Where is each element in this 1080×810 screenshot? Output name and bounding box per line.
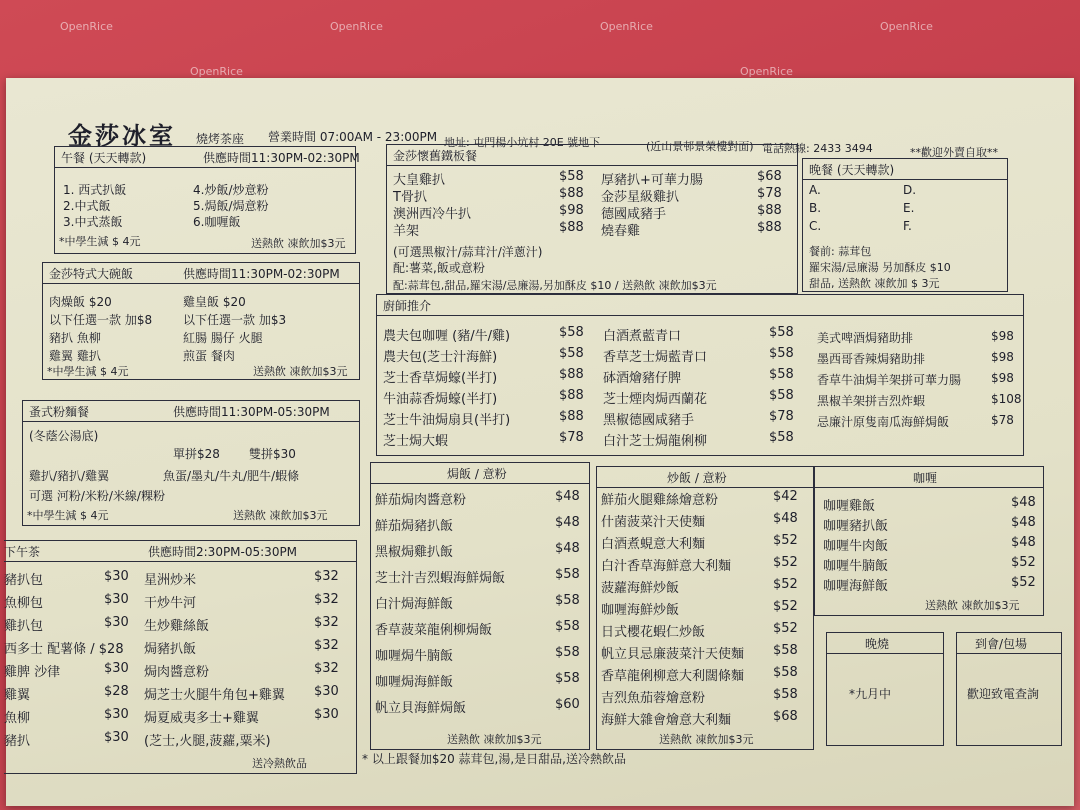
menu-item-price: $58 xyxy=(773,665,798,680)
menu-item-name: 焗夏威夷多士+雞翼 xyxy=(144,711,259,726)
menu-item-price: $98 xyxy=(991,371,1014,385)
menu-item-price: $58 xyxy=(555,671,580,686)
footer-note: * 以上跟餐加$20 蒜茸包,湯,是日甜品,送冷熱飲品 xyxy=(362,752,626,766)
menu-item-price: $98 xyxy=(559,203,584,218)
baked-section xyxy=(370,462,590,750)
menu-item-name: 大皇雞扒 xyxy=(393,173,446,188)
menu-item-price: $88 xyxy=(559,367,584,382)
watermark: OpenRice xyxy=(190,65,243,78)
menu-item-name: 鮮茄火腿雞絲燴意粉 xyxy=(601,493,719,508)
menu-item-price: $60 xyxy=(555,697,580,712)
menu-item-name: 德國咸豬手 xyxy=(601,207,667,222)
menu-sheet xyxy=(6,78,1074,806)
menu-item-name: 厚豬扒+可華力腸 xyxy=(601,173,703,188)
menu-item-name: 菠蘿海鮮炒飯 xyxy=(601,581,680,596)
menu-item-name: 牛油蒜香焗蠔(半打) xyxy=(383,392,498,407)
list-item: 以下任選一款 加$8 xyxy=(49,313,153,327)
list-item: 豬扒 魚柳 xyxy=(49,331,101,345)
menu-item-name: 香草芝士焗藍青口 xyxy=(603,350,708,365)
menu-item-price: $30 xyxy=(104,730,129,745)
option-label: E. xyxy=(903,201,915,215)
menu-item-price: $58 xyxy=(769,430,794,445)
menu-item-name: 咖喱海鮮飯 xyxy=(823,579,889,594)
menu-item-name: 咖喱海鮮炒飯 xyxy=(601,603,680,618)
restaurant-type: 燒烤茶座 xyxy=(196,132,245,146)
list-item: 2.中式飯 xyxy=(63,199,111,213)
menu-item-name: 金莎星級雞扒 xyxy=(601,190,680,205)
section-title: 晚燒 xyxy=(865,637,890,651)
watermark: OpenRice xyxy=(740,65,793,78)
menu-item-price: $30 xyxy=(314,707,339,722)
menu-item-name: 什菌菠菜汁天使麵 xyxy=(601,515,706,530)
menu-item-name: T骨扒 xyxy=(393,190,427,205)
watermark: OpenRice xyxy=(880,20,933,33)
menu-item-name: 西多士 配薯條 / $28 xyxy=(4,642,124,657)
menu-item-name: 魚柳 xyxy=(4,711,31,726)
section-title: 咖喱 xyxy=(913,471,938,485)
student-note: *中學生減 $ 4元 xyxy=(59,235,141,248)
option-label: B. xyxy=(809,201,822,215)
menu-item-name: (芝士,火腿,菠蘿,粟米) xyxy=(144,734,271,749)
section-title: 焗飯 / 意粉 xyxy=(447,467,507,481)
menu-item-price: $30 xyxy=(104,592,129,607)
menu-item-name: 豬扒包 xyxy=(4,573,44,588)
option-label: D. xyxy=(903,183,917,197)
extra-note: 配:蒜茸包,甜品,羅宋湯/忌廉湯,另加酥皮 $10 / 送熱飲 凍飲加$3元 xyxy=(393,279,717,292)
menu-item-price: $88 xyxy=(757,220,782,235)
menu-item-price: $68 xyxy=(757,169,782,184)
dessert-note: 甜品, 送熱飲 凍飲加 $ 3元 xyxy=(809,277,940,290)
menu-item-price: $30 xyxy=(104,569,129,584)
menu-item-name: 香草龍俐柳意大利闊條麵 xyxy=(601,669,745,684)
noodle-choice: 可選 河粉/米粉/米線/粿粉 xyxy=(29,489,165,503)
menu-item-price: $78 xyxy=(559,430,584,445)
serving-hours: 供應時間11:30PM-05:30PM xyxy=(173,405,330,419)
menu-item-price: $88 xyxy=(559,220,584,235)
list-item: 雞皇飯 $20 xyxy=(183,295,246,309)
menu-item-name: 香草菠菜龍俐柳焗飯 xyxy=(375,623,493,638)
menu-item-name: 芝士香草焗蠔(半打) xyxy=(383,371,498,386)
lunch-section xyxy=(54,146,360,254)
list-item: 雞翼 雞扒 xyxy=(49,349,101,363)
menu-item-price: $32 xyxy=(314,592,339,607)
menu-item-price: $98 xyxy=(991,350,1014,364)
menu-item-name: 黑椒羊架拼吉烈炸蝦 xyxy=(817,394,926,408)
takeaway-note: **歡迎外賣自取** xyxy=(910,146,998,159)
menu-item-name: 咖喱焗海鮮飯 xyxy=(375,675,454,690)
section-title: 炒飯 / 意粉 xyxy=(667,471,727,485)
menu-item-name: 吉烈魚茄蓉燴意粉 xyxy=(601,691,706,706)
afternoon-tea-section xyxy=(4,540,357,774)
menu-item-name: 咖喱雞飯 xyxy=(823,499,876,514)
section-title: 金莎懷舊鐵板餐 xyxy=(393,149,478,163)
serving-hours: 供應時間2:30PM-05:30PM xyxy=(148,545,298,559)
menu-item-price: $52 xyxy=(773,533,798,548)
bread-note: 餐前: 蒜茸包 xyxy=(809,245,872,258)
menu-item-price: $58 xyxy=(555,645,580,660)
address: 地址: 屯門楊小坑村 20E 號地下 xyxy=(444,136,601,149)
menu-item-price: $48 xyxy=(555,489,580,504)
menu-item-price: $58 xyxy=(559,346,584,361)
menu-item-name: 香草牛油焗羊架拼可華力腸 xyxy=(817,373,962,387)
list-item: 6.咖喱飯 xyxy=(193,215,241,229)
menu-item-name: 帆立貝忌廉菠菜汁天使麵 xyxy=(601,647,745,662)
menu-item-name: 黑椒焗雞扒飯 xyxy=(375,545,454,560)
menu-item-price: $108 xyxy=(991,392,1022,406)
section-title: 下午茶 xyxy=(4,545,41,559)
phone: 電話熱線: 2433 3494 xyxy=(762,142,873,155)
menu-item-price: $58 xyxy=(769,325,794,340)
noodle-section xyxy=(22,400,360,526)
student-note: *中學生減 $ 4元 xyxy=(27,509,109,522)
menu-item-name: 農夫包咖喱 (豬/牛/雞) xyxy=(383,329,511,344)
menu-item-name: 燒春雞 xyxy=(601,224,641,239)
menu-item-price: $28 xyxy=(104,684,129,699)
options-balls: 魚蛋/墨丸/牛丸/肥牛/蝦條 xyxy=(163,469,300,483)
menu-item-name: 白汁芝士焗龍俐柳 xyxy=(603,434,708,449)
list-item: 3.中式蒸飯 xyxy=(63,215,123,229)
menu-item-name: 帆立貝海鮮焗飯 xyxy=(375,701,467,716)
menu-item-name: 羊架 xyxy=(393,224,420,239)
sauce-note: (可選黑椒汁/蒜茸汁/洋蔥汁) xyxy=(393,245,543,259)
menu-item-price: $58 xyxy=(773,643,798,658)
menu-item-price: $58 xyxy=(773,687,798,702)
menu-item-price: $32 xyxy=(314,661,339,676)
student-note: *中學生減 $ 4元 xyxy=(47,365,129,378)
drink-note: 送熱飲 凍飲加$3元 xyxy=(447,733,542,746)
menu-item-price: $52 xyxy=(773,577,798,592)
serving-hours: 供應時間11:30PM-02:30PM xyxy=(203,151,360,165)
menu-item-name: 澳洲西冷牛扒 xyxy=(393,207,472,222)
drink-note: 送冷熱飲品 xyxy=(252,757,307,770)
section-title: 午餐 (天天轉款) xyxy=(61,151,147,165)
menu-item-price: $88 xyxy=(559,186,584,201)
menu-item-price: $48 xyxy=(773,511,798,526)
watermark: OpenRice xyxy=(330,20,383,33)
bowl-rice-section xyxy=(42,262,360,380)
curry-section xyxy=(814,466,1044,616)
menu-item-price: $42 xyxy=(773,489,798,504)
bbq-section xyxy=(826,632,944,746)
menu-item-name: 焗豬扒飯 xyxy=(144,642,197,657)
menu-item-price: $48 xyxy=(555,515,580,530)
menu-item-name: 雞扒包 xyxy=(4,619,44,634)
menu-item-price: $30 xyxy=(104,615,129,630)
menu-item-name: 海鮮大雜會燴意大利麵 xyxy=(601,713,732,728)
menu-item-price: $58 xyxy=(559,169,584,184)
catering-note: 歡迎致電查詢 xyxy=(967,687,1040,701)
watermark: OpenRice xyxy=(60,20,113,33)
section-title: 到會/包場 xyxy=(975,637,1028,651)
option-label: F. xyxy=(903,219,912,233)
menu-item-name: 忌廉汁原隻南瓜海鮮焗飯 xyxy=(817,415,950,429)
menu-item-price: $68 xyxy=(773,709,798,724)
menu-item-name: 咖喱焗牛腩飯 xyxy=(375,649,454,664)
menu-item-price: $30 xyxy=(104,707,129,722)
menu-item-name: 干炒牛河 xyxy=(144,596,197,611)
menu-item-name: 咖喱牛肉飯 xyxy=(823,539,889,554)
menu-item-name: 農夫包(芝士汁海鮮) xyxy=(383,350,498,365)
single-price: 單拼$28 xyxy=(173,447,220,461)
chef-section xyxy=(376,294,1024,456)
list-item: 5.焗飯/焗意粉 xyxy=(193,199,269,213)
menu-item-price: $78 xyxy=(991,413,1014,427)
soup-note: (冬蔭公湯底) xyxy=(29,429,99,443)
menu-item-name: 咖喱牛腩飯 xyxy=(823,559,889,574)
menu-item-price: $48 xyxy=(1011,535,1036,550)
restaurant-name: 金莎冰室 xyxy=(68,122,176,150)
menu-item-name: 日式櫻花蝦仁炒飯 xyxy=(601,625,706,640)
fried-section xyxy=(596,466,814,750)
menu-item-name: 白汁焗海鮮飯 xyxy=(375,597,454,612)
dinner-section xyxy=(802,158,1008,292)
menu-item-name: 白酒煮蜆意大利麵 xyxy=(601,537,706,552)
menu-item-price: $52 xyxy=(1011,555,1036,570)
menu-item-price: $58 xyxy=(769,367,794,382)
menu-item-price: $58 xyxy=(555,593,580,608)
menu-item-price: $58 xyxy=(559,325,584,340)
catering-section xyxy=(956,632,1062,746)
menu-item-price: $30 xyxy=(104,661,129,676)
bbq-note: *九月中 xyxy=(849,687,892,701)
section-title: 晚餐 (天天轉款) xyxy=(809,163,895,177)
menu-item-name: 焗肉醬意粉 xyxy=(144,665,210,680)
menu-item-name: 雞翼 xyxy=(4,688,31,703)
options-meat: 雞扒/豬扒/雞翼 xyxy=(29,469,110,483)
opening-hours: 營業時間 07:00AM - 23:00PM xyxy=(268,130,438,144)
drink-note: 送熱飲 凍飲加$3元 xyxy=(253,365,348,378)
menu-item-name: 芝士牛油焗扇貝(半打) xyxy=(383,413,511,428)
menu-item-price: $48 xyxy=(1011,515,1036,530)
menu-item-price: $78 xyxy=(757,186,782,201)
menu-item-price: $48 xyxy=(555,541,580,556)
menu-item-name: 鮮茄焗豬扒飯 xyxy=(375,519,454,534)
menu-item-price: $52 xyxy=(773,599,798,614)
menu-item-price: $88 xyxy=(559,388,584,403)
menu-item-name: 生炒雞絲飯 xyxy=(144,619,210,634)
menu-item-price: $58 xyxy=(769,346,794,361)
menu-item-name: 白酒煮藍青口 xyxy=(603,329,682,344)
section-title: 蚤式粉麵餐 xyxy=(29,405,90,419)
menu-item-name: 砵酒燴豬仔脾 xyxy=(603,371,682,386)
soup-note: 羅宋湯/忌廉湯 另加酥皮 $10 xyxy=(809,261,951,274)
option-label: A. xyxy=(809,183,821,197)
menu-item-price: $32 xyxy=(314,569,339,584)
menu-item-price: $52 xyxy=(1011,575,1036,590)
menu-item-name: 芝士汁吉烈蝦海鮮焗飯 xyxy=(375,571,506,586)
iron-plate-section xyxy=(386,144,798,294)
list-item: 4.炒飯/炒意粉 xyxy=(193,183,269,197)
list-item: 紅腸 腸仔 火腿 xyxy=(183,331,263,345)
option-label: C. xyxy=(809,219,822,233)
menu-item-name: 芝士焗大蝦 xyxy=(383,434,449,449)
section-title: 廚師推介 xyxy=(383,299,432,313)
watermark: OpenRice xyxy=(600,20,653,33)
menu-item-price: $78 xyxy=(769,409,794,424)
menu-item-price: $52 xyxy=(773,555,798,570)
section-title: 金莎特式大碗飯 xyxy=(49,267,134,281)
menu-item-name: 鮮茄焗肉醬意粉 xyxy=(375,493,467,508)
side-note: 配:薯菜,飯或意粉 xyxy=(393,261,485,275)
drink-note: 送熱飲 凍飲加$3元 xyxy=(925,599,1020,612)
menu-item-name: 芝士煙肉焗西蘭花 xyxy=(603,392,708,407)
menu-item-name: 墨西哥香辣焗豬助排 xyxy=(817,352,926,366)
menu-item-price: $52 xyxy=(773,621,798,636)
drink-note: 送熱飲 凍飲加$3元 xyxy=(659,733,754,746)
list-item: 肉燥飯 $20 xyxy=(49,295,112,309)
menu-item-name: 豬扒 xyxy=(4,734,31,749)
address-note: (近山景邨景榮樓對面) xyxy=(646,140,754,153)
menu-item-name: 白汁香草海鮮意大利麵 xyxy=(601,559,732,574)
menu-item-name: 咖喱豬扒飯 xyxy=(823,519,889,534)
list-item: 煎蛋 餐肉 xyxy=(183,349,235,363)
drink-note: 送熱飲 凍飲加$3元 xyxy=(233,509,328,522)
menu-item-price: $88 xyxy=(757,203,782,218)
menu-item-price: $32 xyxy=(314,615,339,630)
menu-item-name: 雞脾 沙律 xyxy=(4,665,61,680)
menu-item-price: $58 xyxy=(769,388,794,403)
menu-item-price: $98 xyxy=(991,329,1014,343)
menu-item-name: 魚柳包 xyxy=(4,596,44,611)
drink-note: 送熱飲 凍飲加$3元 xyxy=(251,237,346,250)
menu-item-price: $58 xyxy=(555,567,580,582)
menu-item-price: $32 xyxy=(314,638,339,653)
menu-item-name: 黑椒德國咸豬手 xyxy=(603,413,695,428)
list-item: 以下任選一款 加$3 xyxy=(183,313,287,327)
menu-item-name: 焗芝士火腿牛角包+雞翼 xyxy=(144,688,285,703)
list-item: 1. 西式扒飯 xyxy=(63,183,127,197)
menu-item-name: 美式啤酒焗豬助排 xyxy=(817,331,914,345)
menu-item-name: 星洲炒米 xyxy=(144,573,197,588)
menu-item-price: $30 xyxy=(314,684,339,699)
double-price: 雙拼$30 xyxy=(249,447,296,461)
menu-item-price: $88 xyxy=(559,409,584,424)
serving-hours: 供應時間11:30PM-02:30PM xyxy=(183,267,340,281)
menu-item-price: $58 xyxy=(555,619,580,634)
menu-item-price: $48 xyxy=(1011,495,1036,510)
